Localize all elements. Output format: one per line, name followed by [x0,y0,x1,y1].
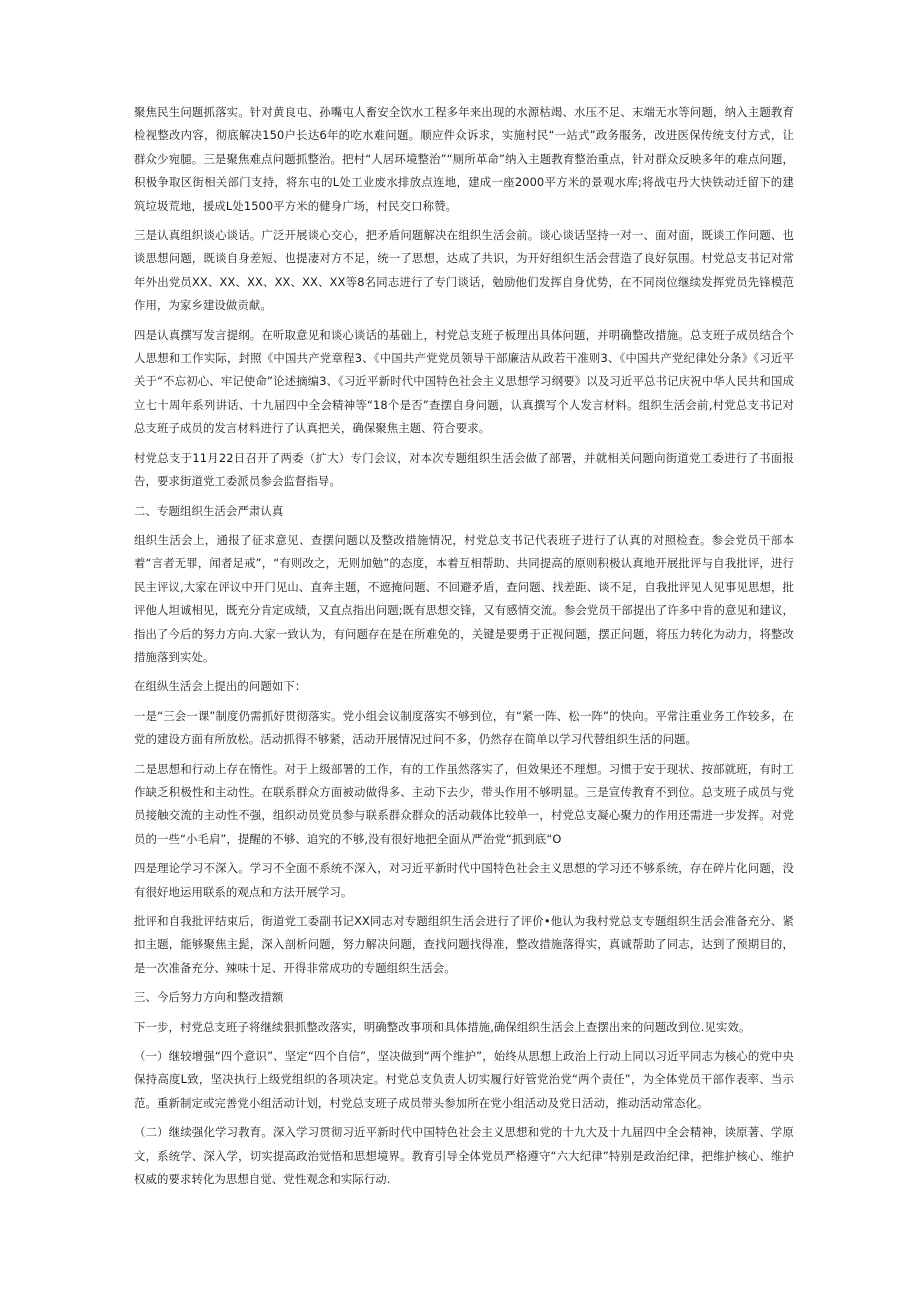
section-heading-3: 三、今后努力方向和整改措额 [134,990,284,1005]
paragraph-11: 下一步，村党总支班子将继续狠抓整改落实，明确整改事项和具体措施,确保组织生活会上查摆出来的问题改到位.见实效。 [134,1019,751,1034]
paragraph-2: 三是认真组织谈心谈话。广泛开展谈心交心，把矛盾问题解决在组织生活会前。谈心谈话坚持一对一、面对面，既谈工作问题、也谈思想问题，既谈自身差短、也提凄对方不足，统一了思想，达成了共识，为开好组织生活会营造了良好氛围。村党总支书记对常年外出党员XX、XX、XX、XX、XX、XX等8名同志进行了专门谈话，勉励他们发挥自身优势，在不同岗位继续发挥党员先锋模范作用，为家乡建设做贡献。 [134,228,794,313]
document-body [134,101,794,1197]
paragraph-4: 村党总支于11月22日召开了两委（扩大）专门会议，对本次专题组织生活会做了部署，并就相关问题向街道党工委进行了书面报告，要求街道党工委派员参会监督指导。 [134,450,794,489]
paragraph-7: 一是“三会一课”制度仍需抓好贯彻落实。党小组会议制度落实不够到位，有“紧一阵、松一阵”的快向。平常注重业务工作较多，在党的建设方面有所放松。活动抓得不够紧，活动开展情况过问不多，仍然存在简单以学习代替组织生活的问题。 [134,708,794,747]
paragraph-6: 在组纵生活会上提出的问题如下： [134,679,307,694]
section-heading-2: 二、专题组织生活会严肃认真 [134,503,284,518]
paragraph-5: 组织生活会上，通报了征求意见、查摆问题以及整改措施情况，村党总支书记代表班子进行了认真的对照检查。参会党员干部本着“言者无罪，闻者足戒”，“有则改之，无则加勉”的态度，本着互相帮助、共同提高的原则积极认真地开展批评与自我批评，进行民主评议,大家在评议中开门见山、直奔主题，不遮掩问题、不回避矛盾，查问题、找差距、谈不足，自我批评见人见事见思想，批评他人坦诚相见，既充分肯定成绩，又直点指出问题;既有思想交锋，又有感情交流。参会党员干部提出了许多中肯的意见和建议，指出了今后的努力方向.大家一致认为，有问题存在是在所难免的，关键是要勇于正视问题，摆正问题，将压力转化为动力，将整改措施落到实处。 [134,532,794,664]
paragraph-12: （一）继较增强“四个意识”、坚定“四个自信”，坚决做到“两个维护”，始终从思想上政治上行动上同以习近平同志为核心的党中央保持高度L致，坚决执行上级党组织的各项决定。村党总支负责人切实履行好管党治党“两个责任”，为全体党员干部作表率、当示范。重新制定或完善党小组活动计划，村党总支班子成员带头参加所在党小组活动及党日活动，推动活动常态化。 [134,1049,794,1110]
paragraph-10: 批评和自我批评结束后，街道党工委副书记XX同志对专题组织生活会进行了评价•他认为我村党总支专题组织生活会准备充分、紧扣主题，能够聚焦主髭，深入剖析问题，努力解决问题，查找问题找得准，整改措施落得实，真诚帮助了同志，达到了预期目的，是一次准备充分、辣味十足、开得非常成功的专题组织生活会。 [134,914,794,975]
paragraph-3: 四是认真撰写发言提纲。在听取意见和谈心谈话的基础上，村党总支班子板理出具体问题，并明确整改措施。总支班子成员结合个人思想和工作实际，封照《中国共产党章程3、《中国共产党党员领导干部廉洁从政若干准则3、《中国共产党纪律处分条》《习近平关于“不忘初心、牢记使命”论述摘编3、《习近平新时代中国特色社会主义思想学习纲要》以及习近平总书记庆祝中华人民共和国成立七十周年系列讲话、十九届四中全会精神等“18个是否”查摆自身问题，认真撰写个人发言材料。组织生活会前,村党总支书记对总支班子成员的发言材料进行了认真把关，确保聚焦主题、符合要求。 [134,327,794,436]
paragraph-9: 四是理论学习不深入。学习不全面不系统不深入，对习近平新时代中国特色社会主义思想的学习还不够系统，存在碎片化问题，没有很好地运用联系的观点和方法开展学习。 [134,861,794,899]
paragraph-13: （二）继续强化学习教育。深入学习贯彻习近平新时代中国特色社会主义思想和党的十九大及十九届四中全会精神，读原著、学原文，系统学、深入学，切实提高政治觉悟和思想境界。教育引导全体党员严格遵守“六大纪律”特别是政治纪律，把维护核心、维护权威的要求转化为思想自觉、党性观念和实际行动. [134,1125,794,1187]
paragraph-1: 聚焦民生问题抓落实。针对黄良屯、孙嘴屯人畜安全饮水工程多年来出现的水源枯竭、水压不足、末端无水等问题，纳入主题教育检视整改内容，彻底解决150户长达6年的吃水难问题。顺应件众诉求，实施村民“一站式”政务服务，改进医保传统支付方式，让群众少宛腿。三是聚焦难点问题抓整治。把村“人居环境整治”“厕所革命”纳入主题教育整治重点，针对群众反映多年的难点问题，积极争取区街相关部门支持，将东屯的L处工业废水排放点连地，建成一座2000平方米的景观水库;将战屯丹大快铁动迁留下的建筑垃圾荒地，援成L处1500平方米的健身广场，村民交口称赞。 [134,105,794,213]
paragraph-8: 二是思想和行动上存在惰性。对于上级部署的工作，有的工作虽然落实了，但效果还不理想。习惯于安于现状、按部就班，有时工作缺乏积极性和主动性。在联系群众方面被动做得多、主动下去少，带头作用不够明显。三是宣传教育不到位。总支班子成员与党员接触交流的主动性不强，组织动员党员参与联系群众群众的活动载体比较单一，村党总支凝心聚力的作用还需进一步发挥。对党员的一些“小毛肩”，提醒的不够、追究的不够,没有很好地把全面从严治党“抓到底“O [134,761,794,846]
